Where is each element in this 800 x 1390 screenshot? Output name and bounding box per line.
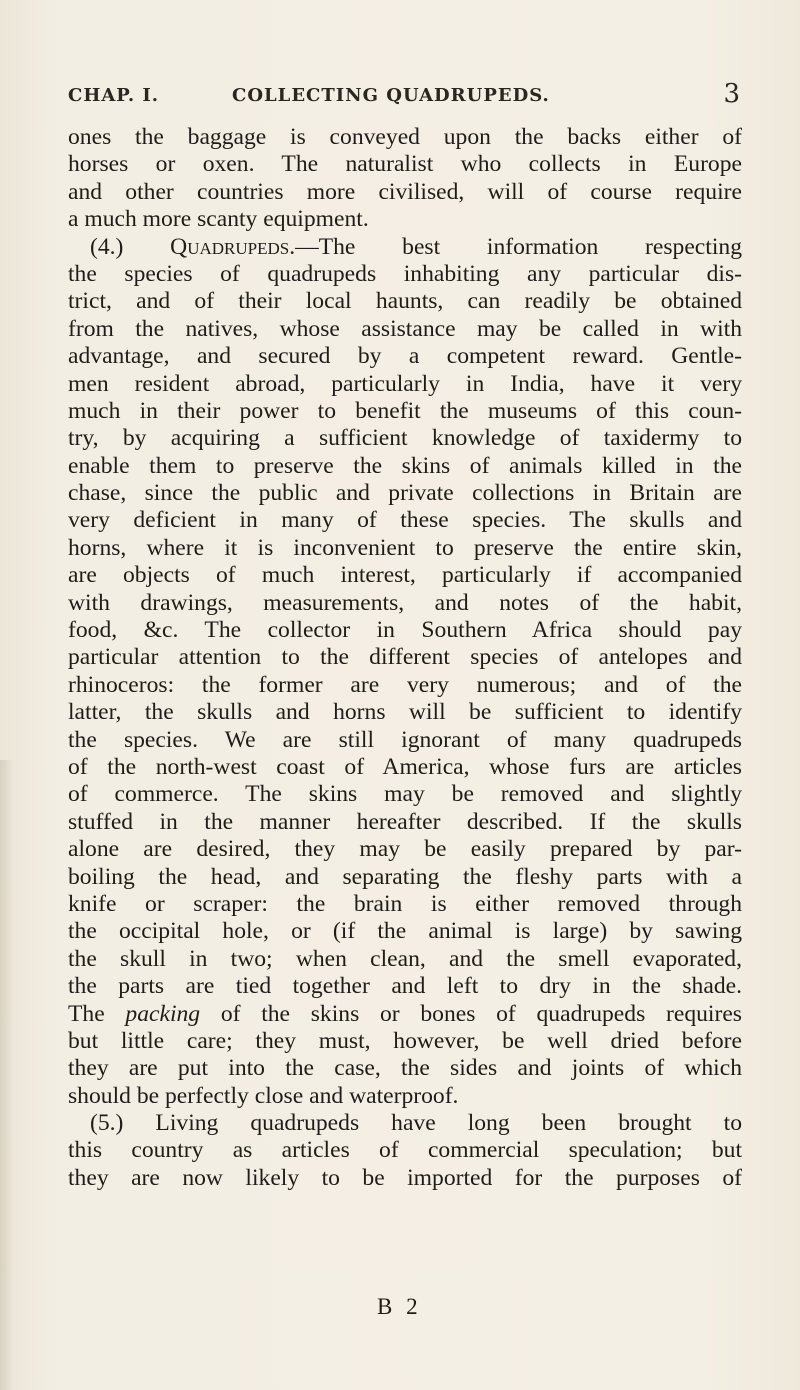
text-line: men resident abroad, particularly in India, have it very (68, 370, 742, 397)
section-heading-line (68, 234, 742, 261)
text-line: they are put into the case, the sides and joints of which (68, 1055, 742, 1082)
text-line: (5.) Living quadrupeds have long been brought to (90, 1110, 742, 1137)
body-text (68, 124, 742, 1192)
text-line: latter, the skulls and horns will be sufficient to identify (68, 699, 742, 726)
section-number: (4.) (90, 233, 124, 260)
text-line: trict, and of their local haunts, can readily be obtained (68, 288, 742, 315)
text-line: from the natives, whose assistance may be called in with (68, 315, 742, 342)
text-line: with drawings, measurements, and notes of the habit, (68, 589, 742, 616)
text-line: this country as articles of commercial speculation; but (68, 1137, 742, 1164)
packing-pre: The (68, 1000, 126, 1027)
packing-post: of the skins or bones of quadrupeds requires (200, 1000, 742, 1027)
page-number: 3 (723, 79, 740, 109)
text-line: the parts are tied together and left to dry in the shade. (68, 973, 742, 1000)
text-line: horses or oxen. The naturalist who collects in Europe (68, 151, 742, 178)
text-line: rhinoceros: the former are very numerous; and of the (68, 671, 742, 698)
text-line: boiling the head, and separating the fleshy parts with a (68, 863, 742, 890)
text-line: the species. We are still ignorant of many quadrupeds (68, 726, 742, 753)
packing-emphasis: packing (125, 1000, 201, 1027)
text-line: the skull in two; when clean, and the smell evaporated, (68, 945, 742, 972)
text-line: much in their power to benefit the museums of this coun- (68, 397, 742, 424)
section-heading: Quadrupeds (170, 233, 290, 260)
text-line: the species of quadrupeds inhabiting any particular dis- (68, 260, 742, 287)
text-line: try, by acquiring a sufficient knowledge of taxidermy to (68, 425, 742, 452)
text-line: chase, since the public and private collections in Britain are (68, 480, 742, 507)
text-line: food, &c. The collector in Southern Africa should pay (68, 617, 742, 644)
signature-mark: B 2 (377, 1294, 422, 1319)
text-line: horns, where it is inconvenient to preserve the entire skin, (68, 534, 742, 561)
text-line: enable them to preserve the skins of animals killed in the (68, 452, 742, 479)
text-line: alone are desired, they may be easily prepared by par- (68, 836, 742, 863)
text-line: should be perfectly close and waterproof. (68, 1082, 459, 1109)
text-line: knife or scraper: the brain is either removed through (68, 890, 742, 917)
page-edge-shadow (0, 760, 14, 1390)
running-title: COLLECTING QUADRUPEDS. (232, 85, 550, 106)
text-line: very deficient in many of these species. The skulls and (68, 507, 742, 534)
text-line: of the north-west coast of America, whose furs are articles (68, 753, 742, 780)
text-line: they are now likely to be imported for the purposes of (68, 1164, 742, 1191)
text-line: particular attention to the different species of antelopes and (68, 644, 742, 671)
running-head (68, 79, 740, 113)
text-line: the occipital hole, or (if the animal is large) by sawing (68, 918, 742, 945)
text-line: a much more scanty equipment. (68, 206, 369, 233)
section-heading-continuation: .—The best information respecting (289, 233, 742, 260)
text-line: are objects of much interest, particularly if accompanied (68, 562, 742, 589)
text-line: ones the baggage is conveyed upon the backs either of (68, 124, 742, 150)
text-line: and other countries more civilised, will of course require (68, 178, 742, 205)
text-line: stuffed in the manner hereafter described. If the skulls (68, 808, 742, 835)
text-line: but little care; they must, however, be well dried before (68, 1027, 742, 1054)
chapter-label: CHAP. I. (68, 85, 160, 106)
text-line: of commerce. The skins may be removed and slightly (68, 781, 742, 808)
text-line: advantage, and secured by a competent reward. Gentle- (68, 343, 742, 370)
packing-line (68, 1001, 742, 1028)
